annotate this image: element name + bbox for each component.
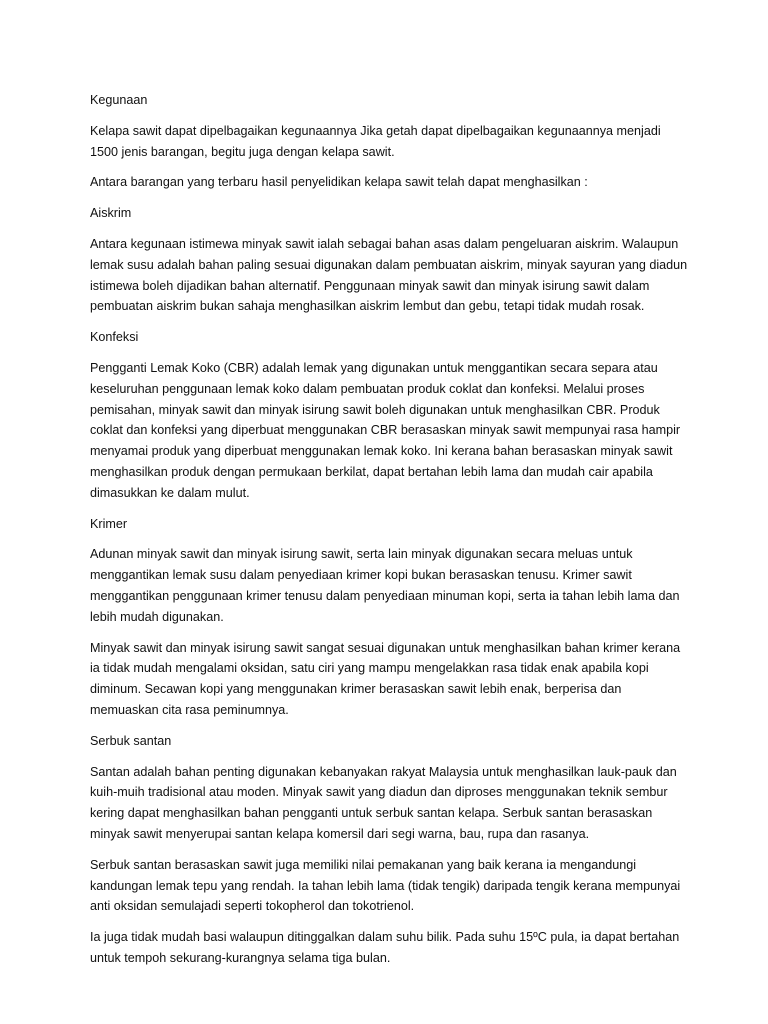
section-heading-krimer: Krimer — [90, 516, 128, 531]
section-krimer-paragraph-2: Minyak sawit dan minyak isirung sawit sangat sesuai digunakan untuk menghasilkan bahan krimer kerana ia tidak mudah mengalami oksidan, satu ciri yang mampu mengelakkan rasa tidak enak apabila kopi diminum. Secawan kopi yang menggunakan krimer berasaskan sawit lebih enak, berperisa dan memuaskan cita rasa peminumnya. — [90, 640, 681, 717]
section-serbuk-santan-paragraph-3: Ia juga tidak mudah basi walaupun ditinggalkan dalam suhu bilik. Pada suhu 15ºC pula, ia dapat bertahan untuk tempoh sekurang-kurangnya selama tiga bulan. — [90, 930, 680, 965]
document-title: Kegunaan — [90, 93, 148, 107]
section-konfeksi-paragraph-1: Pengganti Lemak Koko (CBR) adalah lemak yang digunakan untuk menggantikan secara separa atau keseluruhan penggunaan lemak koko dalam pembuatan produk coklat dan konfeksi. Melalui proses pemisahan, minyak sawit dan minyak isirung sawit boleh digunakan untuk menghasilkan CBR. Produk coklat dan konfeksi yang diperbuat menggunakan CBR berasaskan minyak sawit mempunyai rasa hampir menyamai produk yang diperbuat menggunakan lemak koko. Ini kerana bahan berasaskan minyak sawit menghasilkan produk dengan permukaan berkilat, dapat bertahan lebih lama dan mudah cair apabila dimasukkan ke dalam mulut. — [90, 360, 681, 500]
section-heading-serbuk-santan: Serbuk santan — [90, 733, 172, 748]
intro-paragraph-2: Antara barangan yang terbaru hasil penyelidikan kelapa sawit telah dapat menghasilkan : — [90, 175, 588, 190]
document-page — [90, 90, 690, 979]
section-heading-aiskrim: Aiskrim — [90, 206, 132, 221]
section-krimer-paragraph-1: Adunan minyak sawit dan minyak isirung sawit, serta lain minyak digunakan secara meluas untuk menggantikan lemak susu dalam penyediaan krimer kopi bukan berasaskan tenusu. Krimer sawit menggantikan penggunaan krimer tenusu dalam penyediaan minuman kopi, serta ia tahan lebih lama dan lebih mudah digunakan. — [90, 547, 680, 624]
intro-paragraph-1: Kelapa sawit dapat dipelbagaikan kegunaannya Jika getah dapat dipelbagaikan kegunaannya menjadi 1500 jenis barangan, begitu juga dengan kelapa sawit. — [90, 123, 661, 159]
section-aiskrim-paragraph-1: Antara kegunaan istimewa minyak sawit ialah sebagai bahan asas dalam pengeluaran aiskrim. Walaupun lemak susu adalah bahan paling sesuai digunakan dalam pembuatan aiskrim, minyak sayuran yang diadun istimewa boleh dijadikan bahan alternatif. Penggunaan minyak sawit dan minyak isirung sawit dalam pembuatan aiskrim bukan sahaja menghasilkan aiskrim lembut dan gebu, tetapi tidak mudah rosak. — [90, 236, 688, 314]
section-serbuk-santan-paragraph-2: Serbuk santan berasaskan sawit juga memiliki nilai pemakanan yang baik kerana ia mengandungi kandungan lemak tepu yang rendah. Ia tahan lebih lama (tidak tengik) daripada tengik kerana mempunyai anti oksidan semulajadi seperti tokopherol dan tokotrienol. — [90, 857, 681, 914]
section-serbuk-santan-paragraph-1: Santan adalah bahan penting digunakan kebanyakan rakyat Malaysia untuk menghasilkan lauk-pauk dan kuih-muih tradisional atau moden. Minyak sawit yang diadun dan diproses menggunakan teknik sembur kering dapat menghasilkan bahan pengganti untuk serbuk santan kelapa. Serbuk santan berasaskan minyak sawit menyerupai santan kelapa komersil dari segi warna, bau, rupa dan rasanya. — [90, 764, 677, 841]
section-heading-konfeksi: Konfeksi — [90, 330, 139, 345]
